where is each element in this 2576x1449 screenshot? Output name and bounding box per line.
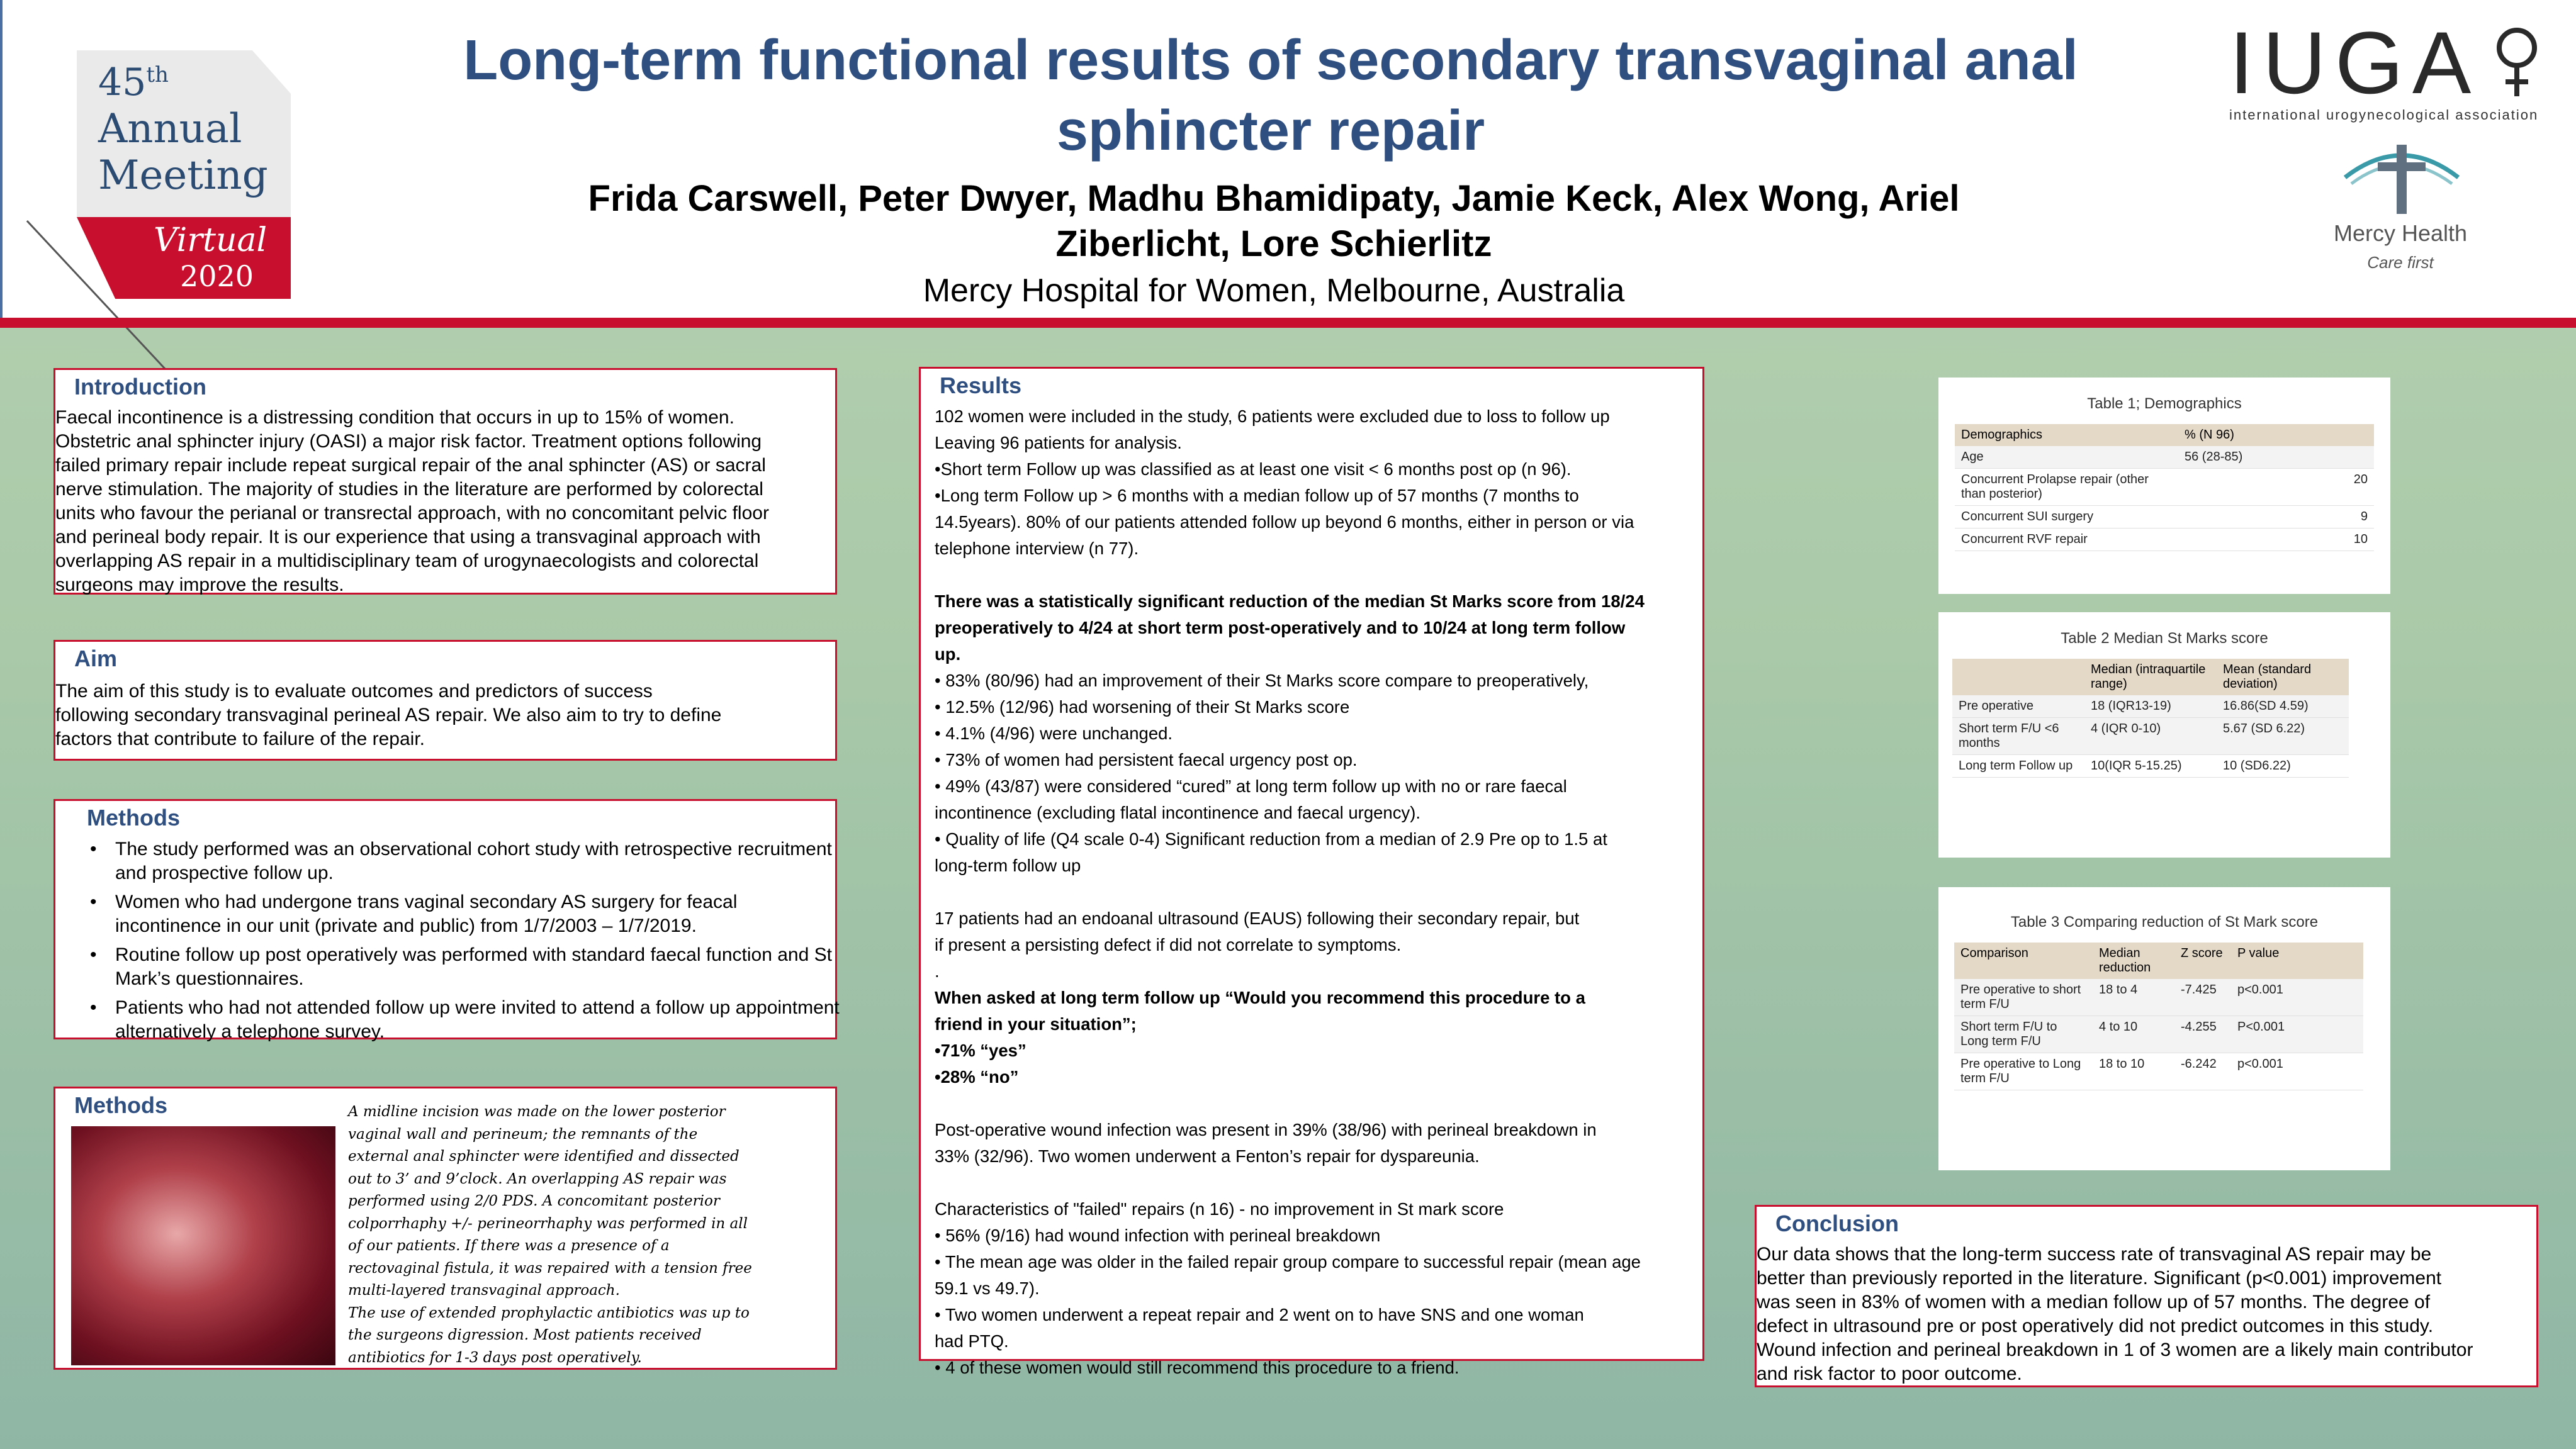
results-text bbox=[935, 403, 1645, 1381]
table-row: Short term F/U to Long term F/U 4 to 10 -4.255 P<0.001 bbox=[1954, 1016, 2363, 1053]
results-line: preoperatively to 4/24 at short term post-operatively and to 10/24 at long term follow bbox=[935, 618, 1626, 637]
methods-surgery-heading: Methods bbox=[74, 1092, 167, 1118]
iuga-logo: IUGA international urogynecological association bbox=[2229, 13, 2539, 123]
results-line: • 56% (9/16) had wound infection with perineal breakdown bbox=[935, 1226, 1381, 1245]
table-row: Concurrent Prolapse repair (other than posterior) 20 bbox=[1955, 469, 2374, 506]
results-line: •71% “yes” bbox=[935, 1041, 1026, 1060]
results-line: •Long term Follow up > 6 months with a median follow up of 57 months (7 months to bbox=[935, 486, 1579, 505]
results-line: 33% (32/96). Two women underwent a Fenton’s repair for dyspareunia. bbox=[935, 1146, 1480, 1166]
introduction-text: Faecal incontinence is a distressing condition that occurs in up to 15% of women. Obstetric anal sphincter injury (OASI) a major risk factor. Treatment options following failed primary repair include repeat surgical repair of the anal sphincter (AS) or sacral nerve stimulation. The majority of studies in the literature are performed by colorectal units who favour the perianal or transrectal approach, with no concomitant pelvic floor and perineal body repair. It is our experience that using a transvaginal approach with overlapping AS repair in a multidisciplinary team of urogynaecologists and colorectal surgeons may improve the results. bbox=[55, 407, 769, 595]
results-line: 102 women were included in the study, 6 patients were excluded due to loss to follow up bbox=[935, 406, 1610, 426]
table-row: Pre operative to short term F/U 18 to 4 -7.425 p<0.001 bbox=[1954, 979, 2363, 1016]
table-row: Age 56 (28-85) bbox=[1955, 446, 2374, 469]
list-item: • Routine follow up post operatively was performed with standard faecal function and St Mark’s questionnaires. bbox=[115, 943, 845, 991]
results-line: • Two women underwent a repeat repair and 2 went on to have SNS and one woman bbox=[935, 1305, 1584, 1324]
methods-surgery-section bbox=[53, 1087, 837, 1370]
header-divider bbox=[0, 318, 2576, 328]
badge-line2: Meeting bbox=[98, 152, 268, 199]
methods-surgery-caption: A midline incision was made on the lower posterior vaginal wall and perineum; the remnants of the external anal sphincter were identified and dissected out to 3’ and 9’clock. An overlapping AS repair was performed using 2/0 PDS. A concomitant posterior colporrhaphy +/- perineorrhaphy was performed in all of our patients. If there was a presence of a rectovaginal fistula, it was repaired with a tension free multi-layered transvaginal approach. The use of extended prophylactic antibiotics was up to the surgeons digression. Most patients received antibiotics for 1-3 days post operatively. bbox=[348, 1104, 752, 1366]
badge-line1: Annual bbox=[98, 106, 242, 152]
table1-card bbox=[1938, 378, 2390, 594]
badge-ordinal: 45th bbox=[98, 60, 169, 104]
aim-section bbox=[53, 640, 837, 761]
results-line: • 4 of these women would still recommend this procedure to a friend. bbox=[935, 1358, 1460, 1377]
results-line: Post-operative wound infection was present in 39% (38/96) with perineal breakdown in bbox=[935, 1120, 1597, 1139]
table1-caption: Table 1; Demographics bbox=[2087, 395, 2242, 412]
list-item: • The study performed was an observational cohort study with retrospective recruitment and prospective follow up. bbox=[115, 837, 845, 885]
table-row: Short term F/U <6 months 4 (IQR 0-10) 5.67 (SD 6.22) bbox=[1952, 718, 2349, 755]
table-row: Pre operative to Long term F/U 18 to 10 -6.242 p<0.001 bbox=[1954, 1053, 2363, 1090]
conclusion-section bbox=[1755, 1205, 2538, 1387]
results-line: friend in your situation”; bbox=[935, 1014, 1137, 1034]
results-line: telephone interview (n 77). bbox=[935, 539, 1139, 558]
results-line bbox=[935, 1170, 1645, 1196]
results-line: Characteristics of "failed" repairs (n 16) - no improvement in St mark score bbox=[935, 1199, 1504, 1219]
aim-text: The aim of this study is to evaluate outcomes and predictors of success following secondary transvaginal perineal AS repair. We also aim to try to define factors that contribute to failure of the repair. bbox=[55, 681, 722, 749]
mercy-cross-icon bbox=[2339, 140, 2465, 215]
table2-card bbox=[1938, 612, 2390, 858]
results-line: up. bbox=[935, 644, 961, 664]
list-item: • Patients who had not attended follow up were invited to attend a follow up appointment alternatively a telephone survey. bbox=[115, 996, 845, 1044]
results-line: incontinence (excluding flatal incontinence and faecal urgency). bbox=[935, 803, 1421, 822]
results-line: • Quality of life (Q4 scale 0-4) Significant reduction from a median of 2.9 Pre op to 1.5 at bbox=[935, 829, 1607, 849]
results-line: • 73% of women had persistent faecal urgency post op. bbox=[935, 750, 1358, 769]
table2-caption: Table 2 Median St Marks score bbox=[2061, 630, 2268, 647]
results-line bbox=[935, 562, 1645, 588]
methods-list bbox=[84, 837, 845, 1049]
results-line: 14.5years). 80% of our patients attended follow up beyond 6 months, either in person or via bbox=[935, 512, 1634, 532]
methods-heading: Methods bbox=[87, 805, 180, 831]
results-line: • 12.5% (12/96) had worsening of their St Marks score bbox=[935, 697, 1350, 717]
results-line: When asked at long term follow up “Would you recommend this procedure to a bbox=[935, 988, 1585, 1007]
badge-virtual: Virtual bbox=[154, 221, 267, 259]
table-row: Pre operative 18 (IQR13-19) 16.86(SD 4.59) bbox=[1952, 695, 2349, 718]
results-heading: Results bbox=[940, 372, 1022, 398]
results-line: There was a statistically significant reduction of the median St Marks score from 18/24 bbox=[935, 591, 1645, 611]
table3-caption: Table 3 Comparing reduction of St Mark score bbox=[2010, 914, 2319, 931]
results-section bbox=[919, 367, 1704, 1377]
results-line: • 4.1% (4/96) were unchanged. bbox=[935, 724, 1173, 743]
table3-card bbox=[1938, 887, 2390, 1170]
table-row: Concurrent RVF repair 10 bbox=[1955, 529, 2374, 551]
introduction-section bbox=[53, 368, 837, 595]
results-line bbox=[935, 879, 1645, 905]
conclusion-text: Our data shows that the long-term success rate of transvaginal AS repair may be better than previously reported in the literature. Significant (p<0.001) improvement was seen in 83% of women with a median follow up of 57 months. The degree of defect in ultrasound pre or post operatively did not predict outcomes in this study. Wound infection and perineal breakdown in 1 of 3 women are a likely main contributor and risk factor to poor outcome. bbox=[1757, 1244, 2473, 1384]
methods-section bbox=[53, 799, 840, 1042]
results-line: • The mean age was older in the failed repair group compare to successful repair (mean age bbox=[935, 1252, 1641, 1272]
poster-header bbox=[0, 0, 2576, 318]
poster-title: Long-term functional results of secondary transvaginal anal sphincter repair bbox=[463, 29, 2078, 162]
mercy-health-logo: Mercy Health Care first bbox=[2333, 220, 2468, 272]
results-line: 59.1 vs 49.7). bbox=[935, 1278, 1040, 1298]
conclusion-heading: Conclusion bbox=[1775, 1211, 1899, 1236]
table-row: Concurrent SUI surgery 9 bbox=[1955, 506, 2374, 529]
results-line: had PTQ. bbox=[935, 1331, 1009, 1351]
results-line: • 83% (80/96) had an improvement of their St Marks score compare to preoperatively, bbox=[935, 671, 1589, 690]
results-line: 17 patients had an endoanal ultrasound (EAUS) following their secondary repair, but bbox=[935, 909, 1580, 928]
table3: Comparison Median reduction Z score P value Pre operative to short term F/U 18 to 4 -7.425 p<0.001 Short term F/U to Long term F/U 4 to 10 -4.255 P<0.001 Pre operative to Long term F/U 18 to 10 -6.242 p<0.001 bbox=[1954, 943, 2363, 1090]
table2: Median (intraquartile range) Mean (standard deviation) Pre operative 18 (IQR13-19) 16.86(SD 4.59) Short term F/U <6 months 4 (IQR 0-10) 5.67 (SD 6.22) Long term Follow up 10(IQR 5-15.25) 10 (SD6.22) bbox=[1952, 659, 2349, 778]
results-line: long-term follow up bbox=[935, 856, 1081, 875]
female-symbol-icon bbox=[2492, 24, 2542, 99]
results-line bbox=[935, 1090, 1645, 1117]
list-item: • Women who had undergone trans vaginal secondary AS surgery for feacal incontinence in our unit (private and public) from 1/7/2003 – 1/7/2019. bbox=[115, 890, 845, 938]
results-line: •28% “no” bbox=[935, 1067, 1019, 1087]
authors: Frida Carswell, Peter Dwyer, Madhu Bhamidipaty, Jamie Keck, Alex Wong, Ariel Ziberlicht, Lore Schierlitz bbox=[588, 178, 1960, 264]
badge-year: 2020 bbox=[180, 259, 254, 293]
introduction-heading: Introduction bbox=[74, 374, 206, 400]
results-line: . bbox=[935, 961, 940, 981]
affiliation: Mercy Hospital for Women, Melbourne, Australia bbox=[923, 272, 1625, 309]
surgical-photo bbox=[71, 1126, 335, 1365]
table1: Demographics % (N 96) Age 56 (28-85) Concurrent Prolapse repair (other than posterior) 20 Concurrent SUI surgery 9 Concurrent RVF repair 10 bbox=[1955, 424, 2374, 551]
results-line: if present a persisting defect if did not correlate to symptoms. bbox=[935, 935, 1402, 954]
results-line: Leaving 96 patients for analysis. bbox=[935, 433, 1182, 452]
aim-heading: Aim bbox=[74, 646, 118, 671]
results-line: •Short term Follow up was classified as at least one visit < 6 months post op (n 96). bbox=[935, 459, 1572, 479]
table-row: Long term Follow up 10(IQR 5-15.25) 10 (SD6.22) bbox=[1952, 755, 2349, 778]
results-line: • 49% (43/87) were considered “cured” at long term follow up with no or rare faecal bbox=[935, 776, 1567, 796]
